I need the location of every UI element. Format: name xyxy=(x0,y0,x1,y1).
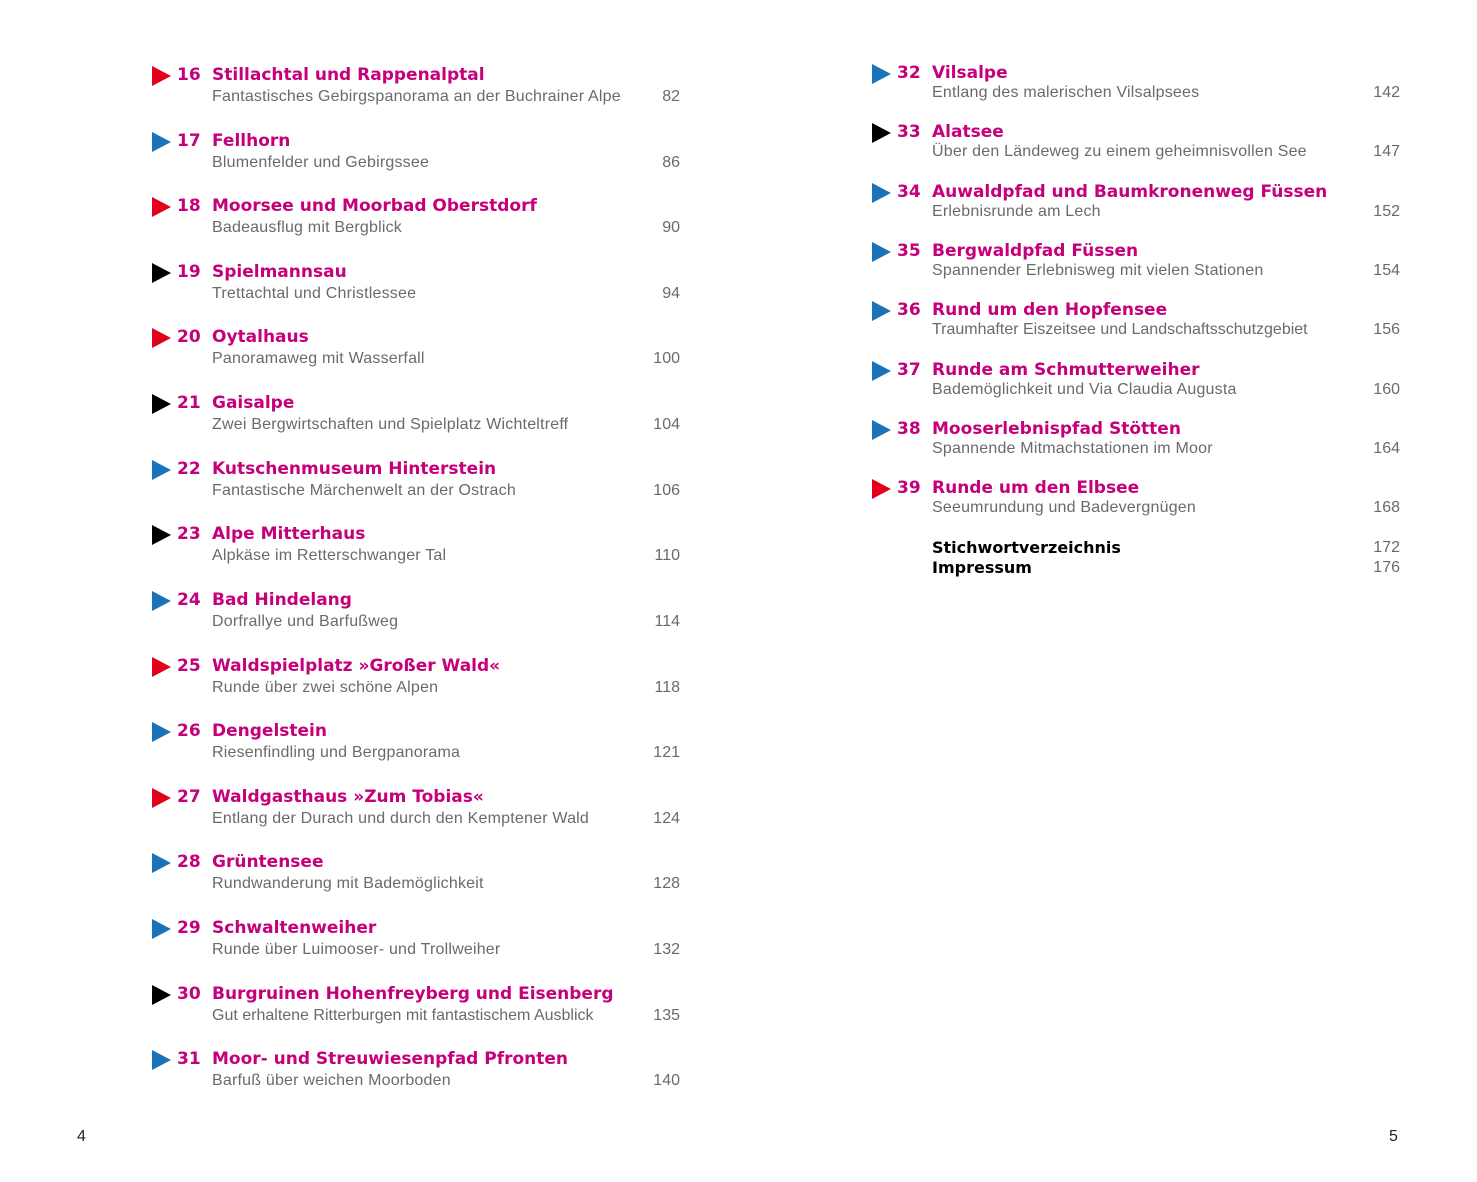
page-number: 168 xyxy=(1373,499,1400,516)
tour-title: Grüntensee xyxy=(212,852,324,872)
tour-title: Burgruinen Hohenfreyberg und Eisenberg xyxy=(212,984,614,1004)
page-number: 121 xyxy=(653,744,680,761)
page-number: 135 xyxy=(653,1007,680,1024)
toc-entry-20[interactable] xyxy=(152,326,680,370)
tour-subtitle: Trettachtal und Christlessee xyxy=(212,285,417,302)
triangle-marker-icon xyxy=(152,788,171,808)
triangle-marker-icon xyxy=(152,66,171,86)
toc-entry-16[interactable] xyxy=(152,64,680,108)
tour-title: Waldgasthaus »Zum Tobias« xyxy=(212,787,484,807)
page-number: 114 xyxy=(654,613,680,630)
tour-number: 35 xyxy=(897,241,921,261)
triangle-marker-icon xyxy=(872,64,891,84)
tour-number: 34 xyxy=(897,182,921,202)
triangle-marker-icon xyxy=(152,591,171,611)
triangle-marker-icon xyxy=(872,420,891,440)
tour-subtitle: Gut erhaltene Ritterburgen mit fantastischem Ausblick xyxy=(212,1007,594,1024)
tour-subtitle: Panoramaweg mit Wasserfall xyxy=(212,350,425,367)
tour-title: Runde am Schmutterweiher xyxy=(932,360,1200,380)
tour-title: Alpe Mitterhaus xyxy=(212,524,366,544)
tour-number: 25 xyxy=(177,656,201,676)
tour-subtitle: Spannende Mitmachstationen im Moor xyxy=(932,440,1213,457)
imprint-page-number: 176 xyxy=(1373,559,1400,576)
triangle-marker-icon xyxy=(872,361,891,381)
page-number: 124 xyxy=(653,810,680,827)
tour-number: 26 xyxy=(177,721,201,741)
triangle-marker-icon xyxy=(152,197,171,217)
page-number: 147 xyxy=(1373,143,1400,160)
tour-title: Gaisalpe xyxy=(212,393,295,413)
tour-subtitle: Rundwanderung mit Bademöglichkeit xyxy=(212,875,484,892)
triangle-marker-icon xyxy=(872,479,891,499)
triangle-marker-icon xyxy=(152,657,171,677)
toc-entry-31[interactable] xyxy=(152,1048,680,1092)
tour-number: 23 xyxy=(177,524,201,544)
triangle-marker-icon xyxy=(152,263,171,283)
tour-title: Bergwaldpfad Füssen xyxy=(932,241,1139,261)
tour-subtitle: Dorfrallye und Barfußweg xyxy=(212,613,399,630)
toc-entry-36[interactable] xyxy=(872,299,1400,341)
page-number: 100 xyxy=(653,350,680,367)
tour-title: Vilsalpe xyxy=(932,63,1008,83)
toc-entry-33[interactable] xyxy=(872,121,1400,163)
tour-number: 38 xyxy=(897,419,921,439)
tour-subtitle: Fantastische Märchenwelt an der Ostrach xyxy=(212,482,516,499)
tour-title: Moor- und Streuwiesenpfad Pfronten xyxy=(212,1049,569,1069)
page-folio-right: 5 xyxy=(1389,1128,1398,1145)
triangle-marker-icon xyxy=(152,394,171,414)
tour-number: 39 xyxy=(897,478,921,498)
triangle-marker-icon xyxy=(152,460,171,480)
tour-title: Bad Hindelang xyxy=(212,590,352,610)
tour-title: Schwaltenweiher xyxy=(212,918,377,938)
tour-number: 37 xyxy=(897,360,921,380)
triangle-marker-icon xyxy=(152,1050,171,1070)
tour-title: Oytalhaus xyxy=(212,327,309,347)
tour-title: Kutschenmuseum Hinterstein xyxy=(212,459,497,479)
page-number: 164 xyxy=(1373,440,1400,457)
triangle-marker-icon xyxy=(152,525,171,545)
imprint-title: Impressum xyxy=(932,558,1032,577)
toc-entry-23[interactable] xyxy=(152,523,680,567)
toc-entry-19[interactable] xyxy=(152,261,680,305)
tour-title: Rund um den Hopfensee xyxy=(932,300,1168,320)
tour-title: Stillachtal und Rappenalptal xyxy=(212,65,485,85)
tour-title: Alatsee xyxy=(932,122,1004,142)
tour-title: Auwaldpfad und Baumkronenweg Füssen xyxy=(932,182,1328,202)
toc-entry-24[interactable] xyxy=(152,589,680,633)
triangle-marker-icon xyxy=(152,985,171,1005)
tour-subtitle: Fantastisches Gebirgspanorama an der Buchrainer Alpe xyxy=(212,88,621,105)
tour-title: Waldspielplatz »Großer Wald« xyxy=(212,656,501,676)
toc-entry-37[interactable] xyxy=(872,359,1400,401)
triangle-marker-icon xyxy=(152,853,171,873)
toc-entry-imprint[interactable] xyxy=(932,558,1400,578)
tour-number: 28 xyxy=(177,852,201,872)
toc-entry-index[interactable] xyxy=(932,538,1400,558)
triangle-marker-icon xyxy=(152,132,171,152)
toc-entry-26[interactable] xyxy=(152,720,680,764)
tour-number: 30 xyxy=(177,984,201,1004)
triangle-marker-icon xyxy=(152,328,171,348)
tour-subtitle: Riesenfindling und Bergpanorama xyxy=(212,744,461,761)
tour-number: 36 xyxy=(897,300,921,320)
triangle-marker-icon xyxy=(152,919,171,939)
tour-subtitle: Blumenfelder und Gebirgssee xyxy=(212,154,430,171)
tour-subtitle: Traumhafter Eiszeitsee und Landschaftsschutzgebiet xyxy=(932,321,1308,338)
toc-entry-34[interactable] xyxy=(872,181,1400,223)
page-number: 118 xyxy=(654,679,680,696)
index-page-number: 172 xyxy=(1373,539,1400,556)
page-number: 152 xyxy=(1373,203,1400,220)
page-number: 86 xyxy=(662,154,680,171)
page-number: 94 xyxy=(662,285,680,302)
toc-entry-25[interactable] xyxy=(152,655,680,699)
tour-number: 16 xyxy=(177,65,201,85)
tour-number: 33 xyxy=(897,122,921,142)
tour-title: Moorsee und Moorbad Oberstdorf xyxy=(212,196,537,216)
tour-number: 17 xyxy=(177,131,201,151)
page-number: 104 xyxy=(653,416,680,433)
tour-number: 22 xyxy=(177,459,201,479)
index-title: Stichwortverzeichnis xyxy=(932,538,1121,557)
tour-subtitle: Entlang des malerischen Vilsalpsees xyxy=(932,84,1200,101)
tour-subtitle: Spannender Erlebnisweg mit vielen Stationen xyxy=(932,262,1264,279)
page-number: 110 xyxy=(654,547,680,564)
tour-subtitle: Runde über Luimooser- und Trollweiher xyxy=(212,941,501,958)
tour-subtitle: Alpkäse im Retterschwanger Tal xyxy=(212,547,447,564)
tour-subtitle: Badeausflug mit Bergblick xyxy=(212,219,402,236)
toc-entry-38[interactable] xyxy=(872,418,1400,460)
tour-number: 32 xyxy=(897,63,921,83)
page-number: 132 xyxy=(653,941,680,958)
tour-title: Fellhorn xyxy=(212,131,291,151)
triangle-marker-icon xyxy=(872,183,891,203)
tour-subtitle: Bademöglichkeit und Via Claudia Augusta xyxy=(932,381,1237,398)
page-number: 106 xyxy=(653,482,680,499)
toc-entry-28[interactable] xyxy=(152,851,680,895)
tour-title: Runde um den Elbsee xyxy=(932,478,1140,498)
tour-title: Spielmannsau xyxy=(212,262,347,282)
tour-number: 21 xyxy=(177,393,201,413)
tour-title: Mooserlebnispfad Stötten xyxy=(932,419,1181,439)
triangle-marker-icon xyxy=(872,301,891,321)
page-number: 142 xyxy=(1373,84,1400,101)
tour-number: 24 xyxy=(177,590,201,610)
triangle-marker-icon xyxy=(872,242,891,262)
tour-number: 29 xyxy=(177,918,201,938)
triangle-marker-icon xyxy=(872,123,891,143)
page-number: 82 xyxy=(662,88,680,105)
toc-entry-27[interactable] xyxy=(152,786,680,830)
tour-subtitle: Seeumrundung und Badevergnügen xyxy=(932,499,1196,516)
toc-entry-35[interactable] xyxy=(872,240,1400,282)
tour-title: Dengelstein xyxy=(212,721,327,741)
page-number: 128 xyxy=(653,875,680,892)
page-folio-left: 4 xyxy=(77,1128,86,1145)
page-number: 140 xyxy=(653,1072,680,1089)
tour-number: 18 xyxy=(177,196,201,216)
toc-entry-17[interactable] xyxy=(152,130,680,174)
tour-number: 20 xyxy=(177,327,201,347)
tour-subtitle: Über den Ländeweg zu einem geheimnisvollen See xyxy=(932,143,1307,160)
toc-entry-29[interactable] xyxy=(152,917,680,961)
tour-subtitle: Runde über zwei schöne Alpen xyxy=(212,679,439,696)
tour-subtitle: Erlebnisrunde am Lech xyxy=(932,203,1101,220)
page-number: 154 xyxy=(1373,262,1400,279)
toc-entry-32[interactable] xyxy=(872,62,1400,104)
toc-entry-22[interactable] xyxy=(152,458,680,502)
tour-number: 19 xyxy=(177,262,201,282)
tour-subtitle: Entlang der Durach und durch den Kemptener Wald xyxy=(212,810,590,827)
tour-subtitle: Zwei Bergwirtschaften und Spielplatz Wichteltreff xyxy=(212,416,569,433)
page-number: 90 xyxy=(662,219,680,236)
tour-number: 27 xyxy=(177,787,201,807)
toc-entry-21[interactable] xyxy=(152,392,680,436)
page-number: 160 xyxy=(1373,381,1400,398)
tour-number: 31 xyxy=(177,1049,201,1069)
toc-entry-39[interactable] xyxy=(872,477,1400,519)
tour-subtitle: Barfuß über weichen Moorboden xyxy=(212,1072,451,1089)
toc-entry-18[interactable] xyxy=(152,195,680,239)
triangle-marker-icon xyxy=(152,722,171,742)
page-number: 156 xyxy=(1373,321,1400,338)
toc-entry-30[interactable] xyxy=(152,983,680,1027)
